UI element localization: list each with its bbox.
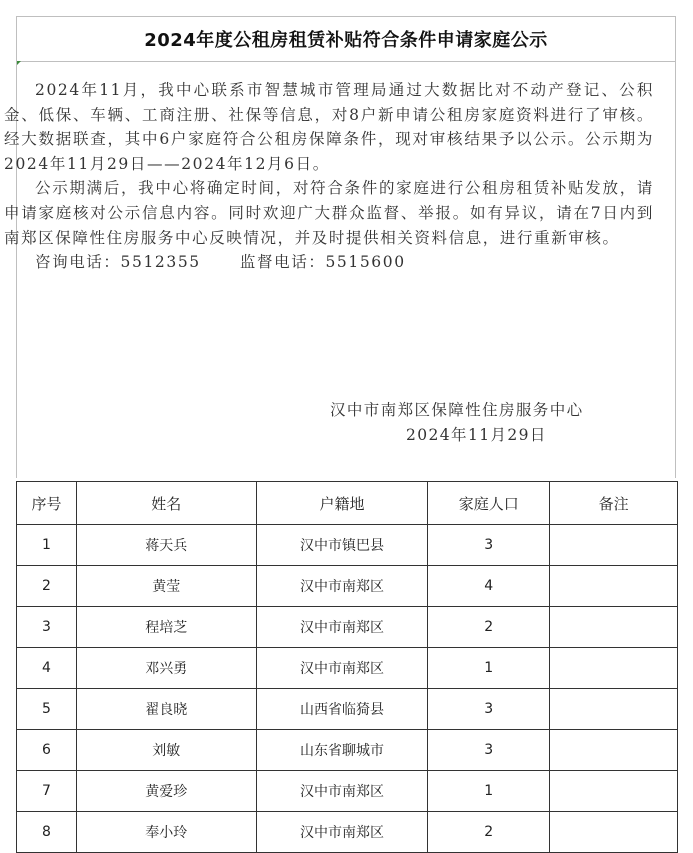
cell-no: 4 (17, 648, 77, 689)
signature (330, 398, 584, 448)
supervise-phone: 5515600 (325, 253, 406, 272)
header-name: 姓名 (76, 482, 256, 525)
notice-paragraph-2: 公示期满后，我中心将确定时间，对符合条件的家庭进行公租房租赁补贴发放，请申请家庭核对公示信息内容。同时欢迎广大群众监督、举报。如有异议，请在7日内到南郑区保障性住房服务中心反映情况，并及时提供相关资料信息，进行重新审核。 (4, 179, 654, 247)
cell-note (550, 812, 678, 853)
cell-no: 7 (17, 771, 77, 812)
signature-date: 2024年11月29日 (406, 426, 547, 444)
cell-members: 1 (428, 648, 550, 689)
cell-name: 奉小玲 (76, 812, 256, 853)
cell-name: 邓兴勇 (76, 648, 256, 689)
cell-no: 8 (17, 812, 77, 853)
header-members: 家庭人口 (428, 482, 550, 525)
cell-members: 2 (428, 607, 550, 648)
cell-name: 蒋天兵 (76, 525, 256, 566)
notice-body (4, 78, 654, 275)
cell-origin: 山西省临猗县 (256, 689, 428, 730)
corner-marker (17, 61, 21, 65)
table-row (17, 771, 678, 812)
cell-members: 3 (428, 525, 550, 566)
cell-no: 1 (17, 525, 77, 566)
table-row (17, 525, 678, 566)
cell-note (550, 648, 678, 689)
cell-name: 程培芝 (76, 607, 256, 648)
inquiry-label: 咨询电话： (35, 253, 121, 272)
cell-note (550, 689, 678, 730)
header-no: 序号 (17, 482, 77, 525)
cell-origin: 汉中市南郑区 (256, 812, 428, 853)
header-note: 备注 (550, 482, 678, 525)
supervise-label: 监督电话： (239, 253, 326, 272)
table-row (17, 812, 678, 853)
cell-no: 3 (17, 607, 77, 648)
table-row (17, 730, 678, 771)
cell-members: 2 (428, 812, 550, 853)
cell-note (550, 730, 678, 771)
cell-name: 翟良晓 (76, 689, 256, 730)
inquiry-phone: 5512355 (120, 253, 201, 272)
table-row (17, 566, 678, 607)
signature-org: 汉中市南郑区保障性住房服务中心 (330, 401, 584, 419)
table-row (17, 689, 678, 730)
cell-origin: 汉中市南郑区 (256, 771, 428, 812)
cell-members: 1 (428, 771, 550, 812)
table-row (17, 648, 678, 689)
contact-line (4, 250, 654, 275)
header-origin: 户籍地 (256, 482, 428, 525)
cell-no: 2 (17, 566, 77, 607)
cell-no: 6 (17, 730, 77, 771)
cell-name: 黄爱珍 (76, 771, 256, 812)
table-row (17, 607, 678, 648)
cell-origin: 汉中市镇巴县 (256, 525, 428, 566)
cell-members: 4 (428, 566, 550, 607)
cell-no: 5 (17, 689, 77, 730)
cell-origin: 山东省聊城市 (256, 730, 428, 771)
title-bar (17, 16, 675, 62)
notice-paragraph-1: 2024年11月，我中心联系市智慧城市管理局通过大数据比对不动产登记、公积金、低保、车辆、工商注册、社保等信息，对8户新申请公租房家庭资料进行了审核。经大数据联查，其中6户家庭符合公租房保障条件，现对审核结果予以公示。公示期为2024年11月29日——2024年12月6日。 (4, 81, 654, 173)
cell-name: 刘敏 (76, 730, 256, 771)
cell-note (550, 566, 678, 607)
cell-origin: 汉中市南郑区 (256, 607, 428, 648)
cell-name: 黄莹 (76, 566, 256, 607)
applicant-table (16, 481, 678, 853)
cell-origin: 汉中市南郑区 (256, 566, 428, 607)
cell-members: 3 (428, 689, 550, 730)
cell-note (550, 607, 678, 648)
cell-members: 3 (428, 730, 550, 771)
cell-note (550, 771, 678, 812)
cell-note (550, 525, 678, 566)
cell-origin: 汉中市南郑区 (256, 648, 428, 689)
table-header-row (17, 482, 678, 525)
page-title: 2024年度公租房租赁补贴符合条件申请家庭公示 (144, 30, 548, 51)
